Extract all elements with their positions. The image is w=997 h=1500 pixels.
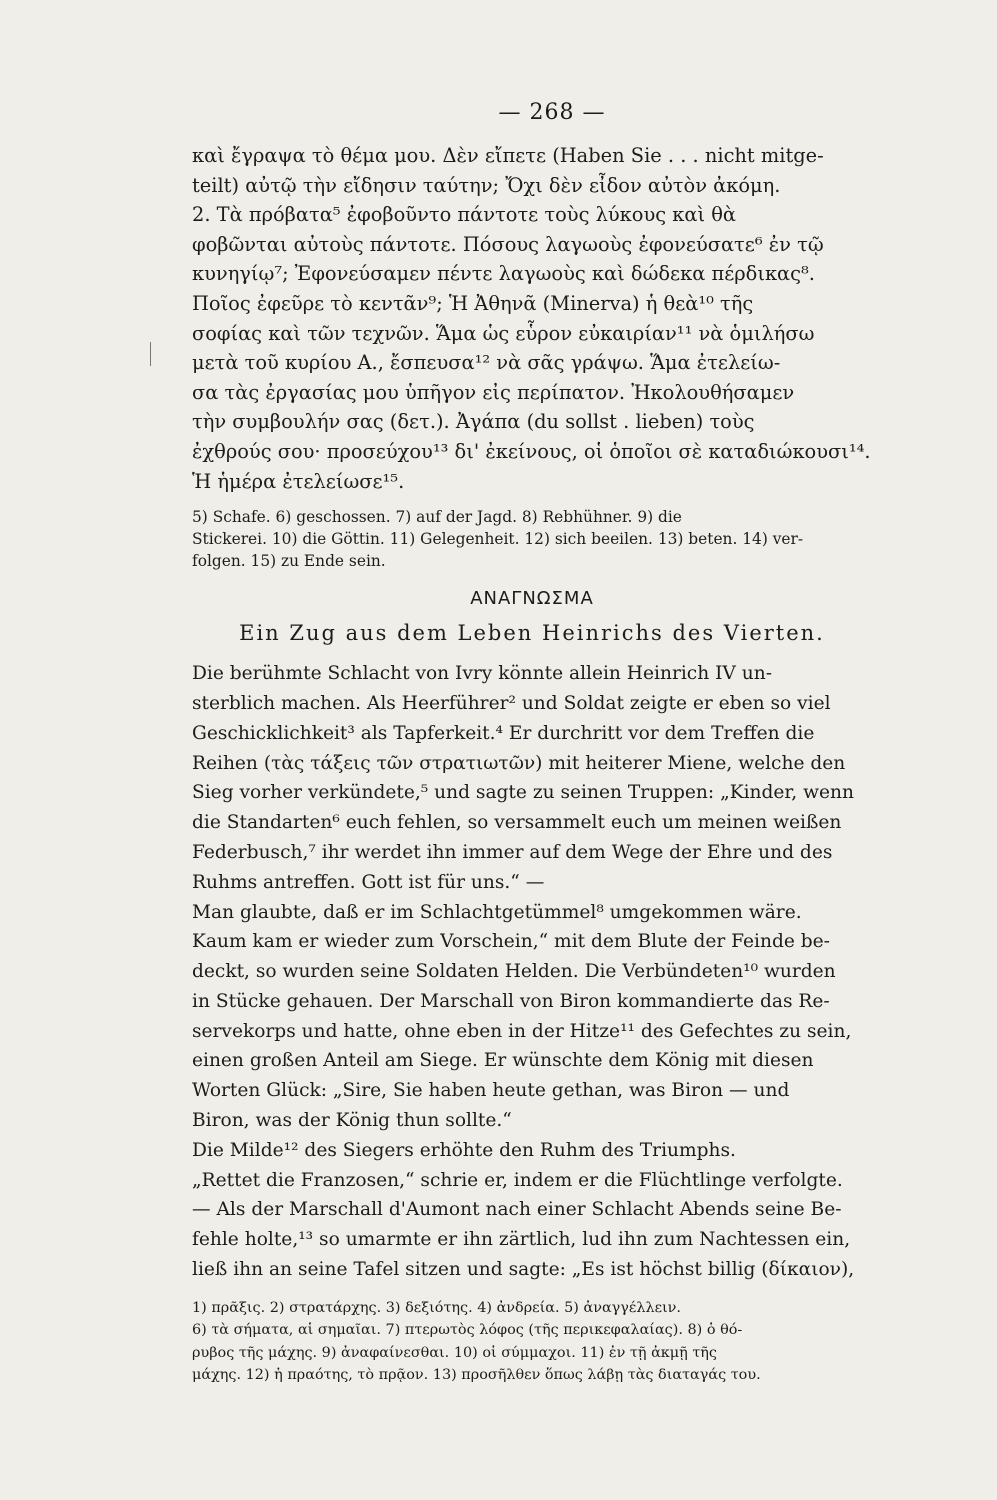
text-line: Man glaubte, daß er im Schlachtgetümmel⁸ umgekommen wäre. [192, 901, 802, 923]
text-line: φοβῶνται αὐτοὺς πάντοτε. Πόσους λαγωοὺς ἐφονεύσατε⁶ ἐν τῷ [192, 232, 824, 256]
text-line: Federbusch,⁷ ihr werdet ihn immer auf dem Wege der Ehre und des [192, 841, 833, 863]
text-line: in Stücke gehauen. Der Marschall von Biron kommandierte das Re- [192, 990, 830, 1012]
text-line: καὶ ἔγραψα τὸ θέμα μου. Δὲν εἴπετε (Haben Sie . . . nicht mitge- [192, 144, 824, 167]
text-line: Kaum kam er wieder zum Vorschein,“ mit dem Blute der Feinde be- [192, 931, 830, 953]
footnote-line: 6) τὰ σήματα, αἱ σημαῖαι. 7) πτερωτὸς λόφος (τῆς περικεφαλαίας). 8) ὁ θό- [192, 1322, 743, 1339]
text-line: — Als der Marschall d'Aumont nach einer Schlacht Abends seine Be- [192, 1199, 842, 1221]
greek-exercise [192, 141, 872, 496]
text-line: 2. Τὰ πρόβατα⁵ ἐφοβοῦντο πάντοτε τοὺς λύκους καὶ θὰ [192, 203, 737, 227]
text-line: Ruhms antreffen. Gott ist für uns.“ — [192, 871, 545, 893]
text-line: Die Milde¹² des Siegers erhöhte den Ruhm des Triumphs. [192, 1139, 736, 1161]
text-line: sterblich machen. Als Heerführer² und Soldat zeigte er eben so viel [192, 692, 831, 714]
text-line: deckt, so wurden seine Soldaten Helden. Die Verbündeten¹⁰ wurden [192, 961, 836, 983]
text-line: Biron, was der König thun sollte.“ [192, 1110, 512, 1132]
text-line: teilt) αὐτῷ τὴν εἴδησιν ταύτην; Ὄχι δὲν εἶδον αὐτὸν ἀκόμη. [192, 173, 781, 197]
text-line: ἐχθρούς σου· προσεύχου¹³ δι' ἐκείνους, οἱ ὁποῖοι σὲ καταδιώκουσι¹⁴. [192, 439, 871, 463]
text-line: μετὰ τοῦ κυρίου Α., ἔσπευσα¹² νὰ σᾶς γράψω. Ἅμα ἐτελείω- [192, 351, 781, 375]
text-line: Geschicklichkeit³ als Tapferkeit.⁴ Er durchritt vor dem Treffen die [192, 722, 815, 744]
text-line: Worten Glück: „Sire, Sie haben heute gethan, was Biron — und [192, 1080, 790, 1102]
text-line: die Standarten⁶ euch fehlen, so versammelt euch um meinen weißen [192, 812, 842, 834]
footnote-line: folgen. 15) zu Ende sein. [192, 552, 386, 571]
footnote-line: 1) πρᾶξις. 2) στρατάρχης. 3) δεξιότης. 4) ἀνδρεία. 5) ἀναγγέλλειν. [192, 1299, 681, 1316]
footnote-line: Stickerei. 10) die Göttin. 11) Gelegenheit. 12) sich beeilen. 13) beten. 14) ver- [192, 530, 804, 549]
text-line: „Rettet die Franzosen,“ schrie er, indem er die Flüchtlinge verfolgte. [192, 1169, 843, 1191]
greek-footnotes [192, 1297, 872, 1387]
text-line: Die berühmte Schlacht von Ivry könnte allein Heinrich IV un- [192, 663, 773, 685]
text-line: Ποῖος ἐφεῦρε τὸ κεντᾶν⁹; Ἡ Ἀθηνᾶ (Minerva) ἡ θεὰ¹⁰ τῆς [192, 291, 754, 315]
text-line: σα τὰς ἐργασίας μου ὑπῆγον εἰς περίπατον. Ἠκολουθήσαμεν [192, 380, 795, 404]
text-line: Ἡ ἡμέρα ἐτελείωσε¹⁵. [192, 469, 405, 493]
page-number: — 268 — [498, 100, 606, 125]
text-line: κυνηγίῳ⁷; Ἐφονεύσαμεν πέντε λαγωοὺς καὶ δώδεκα πέρδικας⁸. [192, 262, 815, 286]
text-line: Sieg vorher verkündete,⁵ und sagte zu seinen Truppen: „Kinder, wenn [192, 782, 854, 804]
reading-passage [192, 659, 872, 1285]
text-line: Reihen (τὰς τάξεις τῶν στρατιωτῶν) mit heiterer Miene, welche den [192, 752, 846, 774]
margin-rule [150, 342, 151, 366]
section-heading: ΑΝΑΓΝΩΣΜΑ [470, 588, 594, 610]
footnote-line: μάχης. 12) ἡ πραότης, τὸ πρᾷον. 13) προσῆλθεν ὅπως λάβῃ τὰς διαταγάς του. [192, 1367, 761, 1384]
footnote-line: 5) Schafe. 6) geschossen. 7) auf der Jagd. 8) Rebhühner. 9) die [192, 508, 682, 527]
german-footnotes [192, 506, 872, 572]
text-line: τὴν συμβουλήν σας (δετ.). Ἀγάπα (du sollst . lieben) τοὺς [192, 410, 755, 434]
text-line: σοφίας καὶ τῶν τεχνῶν. Ἅμα ὡς εὗρον εὐκαιρίαν¹¹ νὰ ὁμιλήσω [192, 321, 815, 345]
footnote-line: ρυβος τῆς μάχης. 9) ἀναφαίνεσθαι. 10) οἱ σύμμαχοι. 11) ἐν τῇ ἀκμῇ τῆς [192, 1344, 717, 1361]
text-line: einen großen Anteil am Siege. Er wünschte dem König mit diesen [192, 1050, 814, 1072]
text-line: fehle holte,¹³ so umarmte er ihn zärtlich, lud ihn zum Nachtessen ein, [192, 1229, 851, 1251]
section-subheading: Ein Zug aus dem Leben Heinrichs des Vierten. [239, 621, 825, 646]
text-line: servekorps und hatte, ohne eben in der Hitze¹¹ des Gefechtes zu sein, [192, 1020, 852, 1042]
text-line: ließ ihn an seine Tafel sitzen und sagte: „Es ist höchst billig (δίκαιον), [192, 1259, 855, 1281]
text-block [192, 100, 872, 1386]
